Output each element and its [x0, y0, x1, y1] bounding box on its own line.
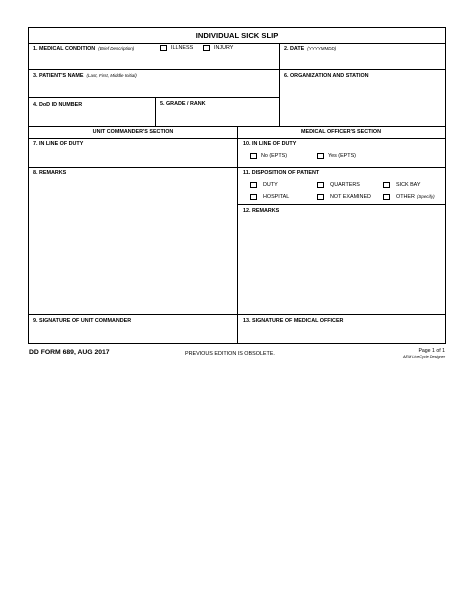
unit-commander-signature-label: 9. SIGNATURE OF UNIT COMMANDER — [33, 318, 132, 324]
divider-row1-right — [279, 69, 445, 70]
edition-notice: PREVIOUS EDITION IS OBSOLETE. — [185, 351, 275, 357]
patient-name-label: 3. PATIENT'S NAME (Last, First, Middle Initial) — [33, 73, 137, 79]
form-title: INDIVIDUAL SICK SLIP — [29, 28, 445, 44]
quarters-checkbox[interactable] — [317, 182, 324, 188]
divider-field11 — [237, 204, 445, 205]
dod-id-label: 4. DoD ID NUMBER — [33, 102, 83, 108]
no-epts-checkbox[interactable] — [250, 153, 257, 159]
divider-date — [279, 43, 280, 126]
sick-slip-form — [28, 27, 446, 344]
hospital-checkbox[interactable] — [250, 194, 257, 200]
medical-condition-label: 1. MEDICAL CONDITION (Brief Description) — [33, 46, 135, 52]
line-of-duty-medical-label: 10. IN LINE OF DUTY — [243, 141, 297, 147]
medical-officer-section-header: MEDICAL OFFICER'S SECTION — [301, 129, 381, 135]
no-epts-label: No (EPTS) — [261, 153, 288, 159]
remarks-label: 8. REMARKS — [33, 170, 67, 176]
page-number: Page 1 of 1 — [418, 348, 445, 354]
sick-bay-label: SICK BAY — [396, 182, 421, 188]
date-label: 2. DATE (YYYYMMDD) — [284, 46, 337, 52]
unit-commander-section-header: UNIT COMMANDER'S SECTION — [92, 129, 174, 135]
other-checkbox[interactable] — [383, 194, 390, 200]
grade-rank-label: 5. GRADE / RANK — [160, 101, 206, 107]
yes-epts-label: Yes (EPTS) — [328, 153, 356, 159]
form-identifier: DD FORM 689, AUG 2017 — [29, 349, 110, 356]
illness-checkbox[interactable] — [160, 45, 167, 51]
other-label: OTHER (Specify) — [396, 194, 435, 200]
organization-label: 6. ORGANIZATION AND STATION — [284, 73, 369, 79]
yes-epts-checkbox[interactable] — [317, 153, 324, 159]
not-examined-label: NOT EXAMINED — [330, 194, 371, 200]
divider-sections-vertical — [237, 126, 238, 344]
divider-grade — [155, 97, 156, 126]
disposition-label: 11. DISPOSITION OF PATIENT — [243, 170, 320, 176]
medical-officer-signature-label: 13. SIGNATURE OF MEDICAL OFFICER — [243, 318, 344, 324]
injury-option-label: INJURY — [214, 45, 234, 51]
illness-option-label: ILLNESS — [171, 45, 194, 51]
duty-label: DUTY — [263, 182, 278, 188]
not-examined-checkbox[interactable] — [317, 194, 324, 200]
sick-bay-checkbox[interactable] — [383, 182, 390, 188]
duty-checkbox[interactable] — [250, 182, 257, 188]
divider-row1 — [29, 69, 279, 70]
hospital-label: HOSPITAL — [263, 194, 290, 200]
injury-checkbox[interactable] — [203, 45, 210, 51]
line-of-duty-label: 7. IN LINE OF DUTY — [33, 141, 84, 147]
quarters-label: QUARTERS — [330, 182, 360, 188]
divider-row2 — [29, 97, 279, 98]
medical-remarks-label: 12. REMARKS — [243, 208, 280, 214]
designer-credit: AEM LiveCycle Designer — [403, 355, 445, 359]
